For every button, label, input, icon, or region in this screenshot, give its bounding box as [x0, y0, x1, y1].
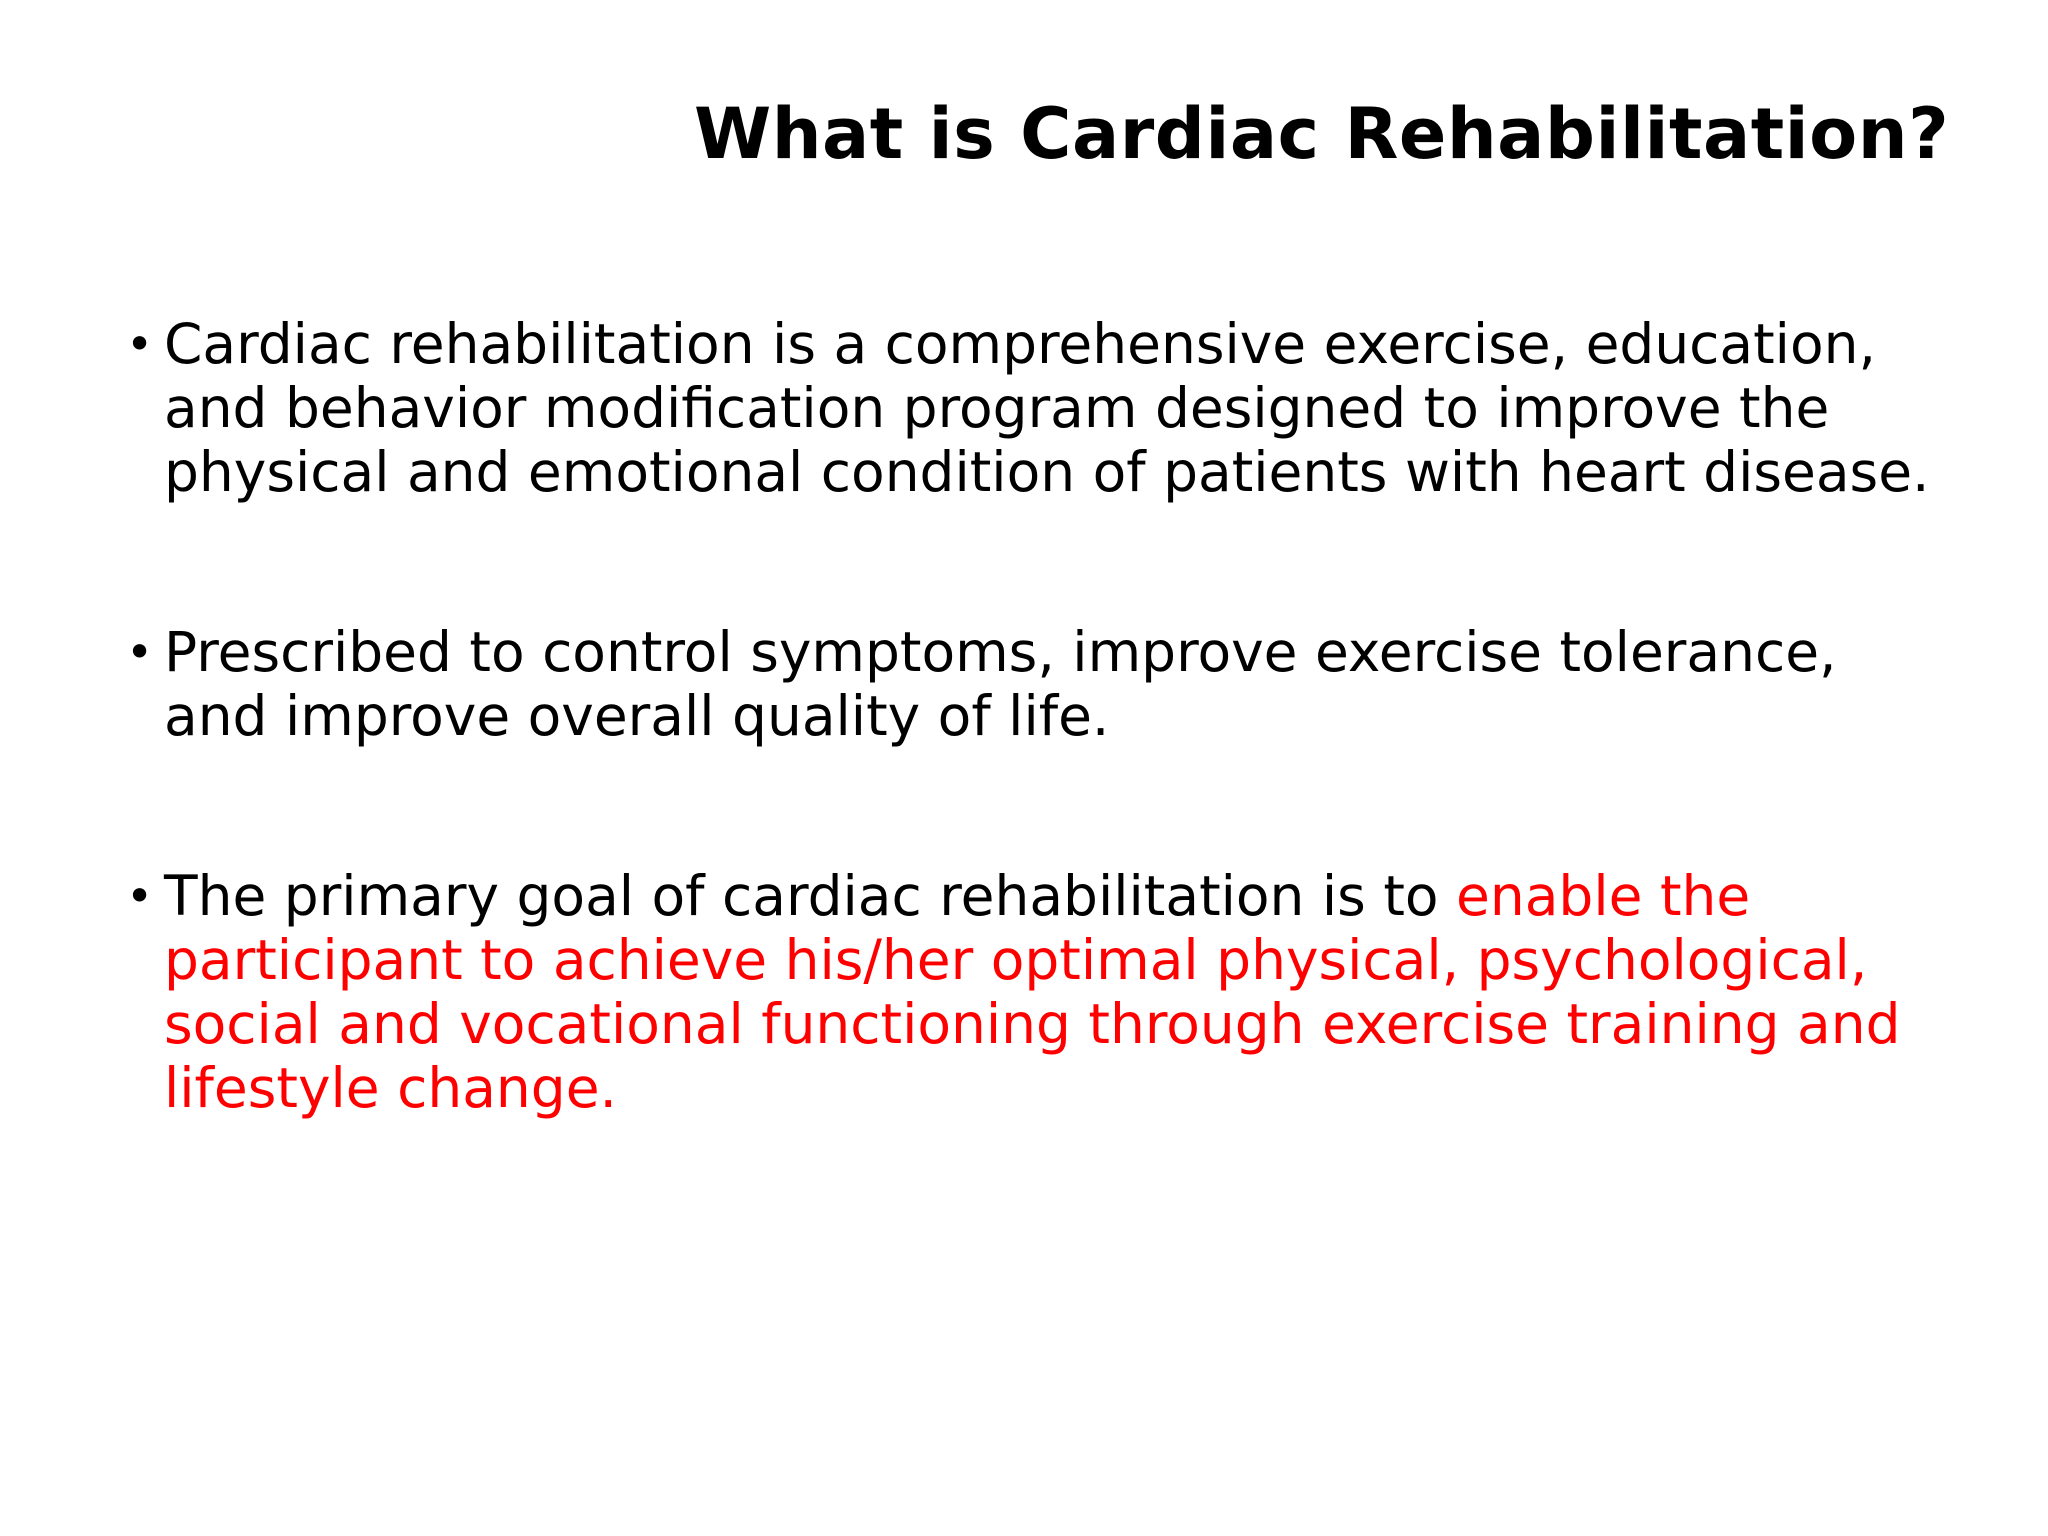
bullet-text-line: and improve overall quality of life.	[164, 684, 1110, 748]
bullet-text-highlight-line: participant to achieve his/her optimal physical, psychological,	[164, 928, 1868, 992]
bullet-text-line	[164, 864, 2006, 928]
bullet-item-primary-goal	[126, 864, 2006, 1120]
bullet-item-definition	[126, 312, 2006, 504]
bullet-text-highlight-line: lifestyle change.	[164, 1056, 618, 1120]
bullet-item-purpose	[126, 620, 2006, 748]
slide-title: What is Cardiac Rehabilitation?	[694, 93, 1950, 175]
bullet-text-highlight: enable the	[1456, 864, 1751, 928]
bullet-icon: •	[126, 317, 154, 371]
bullet-text-line: Cardiac rehabilitation is a comprehensive exercise, education,	[164, 312, 1876, 376]
bullet-text-line: physical and emotional condition of patients with heart disease.	[164, 440, 1930, 504]
bullet-icon: •	[126, 625, 154, 679]
bullet-icon: •	[126, 869, 154, 923]
bullet-text-line: and behavior modification program designed to improve the	[164, 376, 1830, 440]
bullet-text-line: Prescribed to control symptoms, improve exercise tolerance,	[164, 620, 1837, 684]
bullet-list	[126, 312, 2006, 1120]
bullet-text-highlight-line: social and vocational functioning through exercise training and	[164, 992, 1901, 1056]
bullet-text-plain: The primary goal of cardiac rehabilitation is to	[164, 864, 1457, 928]
